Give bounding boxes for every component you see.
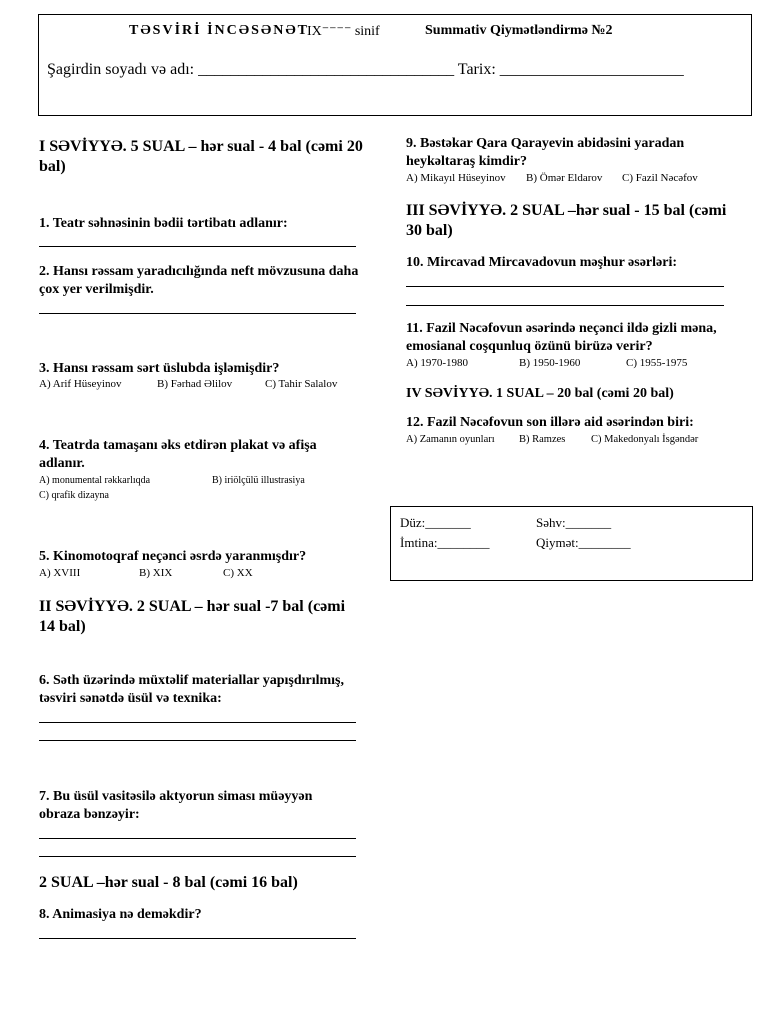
option-a: A) Mikayıl Hüseyinov [406,172,506,184]
score-box [390,506,753,581]
question-5-options [39,566,253,581]
final-grade: Qiymət:________ [536,535,631,550]
assessment-title: Summativ Qiymətləndirmə №2 [425,23,613,38]
option-b: B) Fərhad Əlilov [157,378,233,390]
subject-title: TƏSVİRİ İNCƏSƏNƏT [129,23,310,38]
header-box [38,14,752,116]
question-11: 11. Fazil Nəcəfovun əsərində neçənci ildə gizli məna, emosianal coşqunluq özünü birüzə verir? [406,321,717,354]
option-a: A) monumental rəkkarlıqda [39,475,151,486]
option-c: C) Tahir Salalov [265,378,338,390]
correct-count: Düz:_______ [400,515,471,530]
question-4: 4. Teatrda tamaşanı əks etdirən plakat və afişa adlanır. [39,438,317,471]
header-line [39,23,751,41]
question-9-options [406,171,698,186]
question-10: 10. Mircavad Mircavadovun məşhur əsərləri: [406,255,678,270]
answer-line [406,286,724,287]
option-c: C) XX [223,567,253,579]
question-9: 9. Bəstəkar Qara Qarayevin abidəsini yaradan heykəltaraş kimdir? [406,136,685,169]
level4-heading: IV SƏVİYYƏ. 1 SUAL – 20 bal (cəmi 20 bal) [406,386,674,401]
option-a: A) Zamanın oyunları [406,434,495,445]
option-c: C) qrafik dizayna [39,490,109,501]
question-12: 12. Fazil Nəcəfovun son illərə aid əsərindən biri: [406,415,694,430]
option-c: C) Fazil Nəcəfov [622,172,698,184]
question-3: 3. Hansı rəssam sərt üslubda işləmişdir? [39,361,280,376]
question-7: 7. Bu üsül vasitəsilə aktyorun siması müəyyən obraza bənzəyir: [39,789,313,822]
option-c: C) 1955-1975 [626,357,688,369]
question-8: 8. Animasiya nə deməkdir? [39,907,202,922]
grade-label: IX⁻⁻⁻⁻ sinif [307,24,380,39]
option-c: C) Makedonyalı İsgəndər [591,434,699,445]
option-a: A) 1970-1980 [406,357,469,369]
question-11-options [406,356,687,371]
level1-heading: I SƏVİYYƏ. 5 SUAL – hər sual - 4 bal (cəmi 20 bal) [39,138,363,175]
answer-line [39,856,356,857]
answer-line [39,722,356,723]
option-a: A) Arif Hüseyinov [39,378,122,390]
level2-subheading: 2 SUAL –hər sual - 8 bal (cəmi 16 bal) [39,874,298,891]
answer-line [39,740,356,741]
option-a: A) XVIII [39,567,81,579]
option-b: B) Ramzes [519,434,566,445]
question-2: 2. Hansı rəssam yaradıcılığında neft mövzusuna daha çox yer verilmişdir. [39,264,359,297]
question-1: 1. Teatr səhnəsinin bədii tərtibatı adlanır: [39,216,288,231]
wrong-count: Səhv:_______ [536,515,612,530]
answer-line [39,313,356,314]
option-b: B) Ömər Eldarov [526,172,603,184]
answer-line [39,938,356,939]
question-6: 6. Səth üzərində müxtəlif materiallar yapışdırılmış, təsviri sənətdə üsül və texnika: [39,673,344,706]
level2-heading: II SƏVİYYƏ. 2 SUAL – hər sual -7 bal (cəmi 14 bal) [39,598,346,635]
option-b: B) XIX [139,567,173,579]
question-5: 5. Kinomotoqraf neçənci əsrdə yaranmışdır? [39,549,307,564]
student-name-date-line: Şagirdin soyadı və adı: ________________________________ Tarix: _______________________ [47,61,684,78]
question-12-options [406,432,698,447]
level3-heading: III SƏVİYYƏ. 2 SUAL –hər sual - 15 bal (cəmi 30 bal) [406,202,727,239]
answer-line [406,305,724,306]
option-b: B) iriölçülü illustrasiya [212,475,305,486]
question-4-options [39,473,305,488]
answer-line [39,838,356,839]
question-3-options [39,377,337,392]
answer-line [39,246,356,247]
skipped-count: İmtina:________ [400,535,490,550]
option-b: B) 1950-1960 [519,357,581,369]
